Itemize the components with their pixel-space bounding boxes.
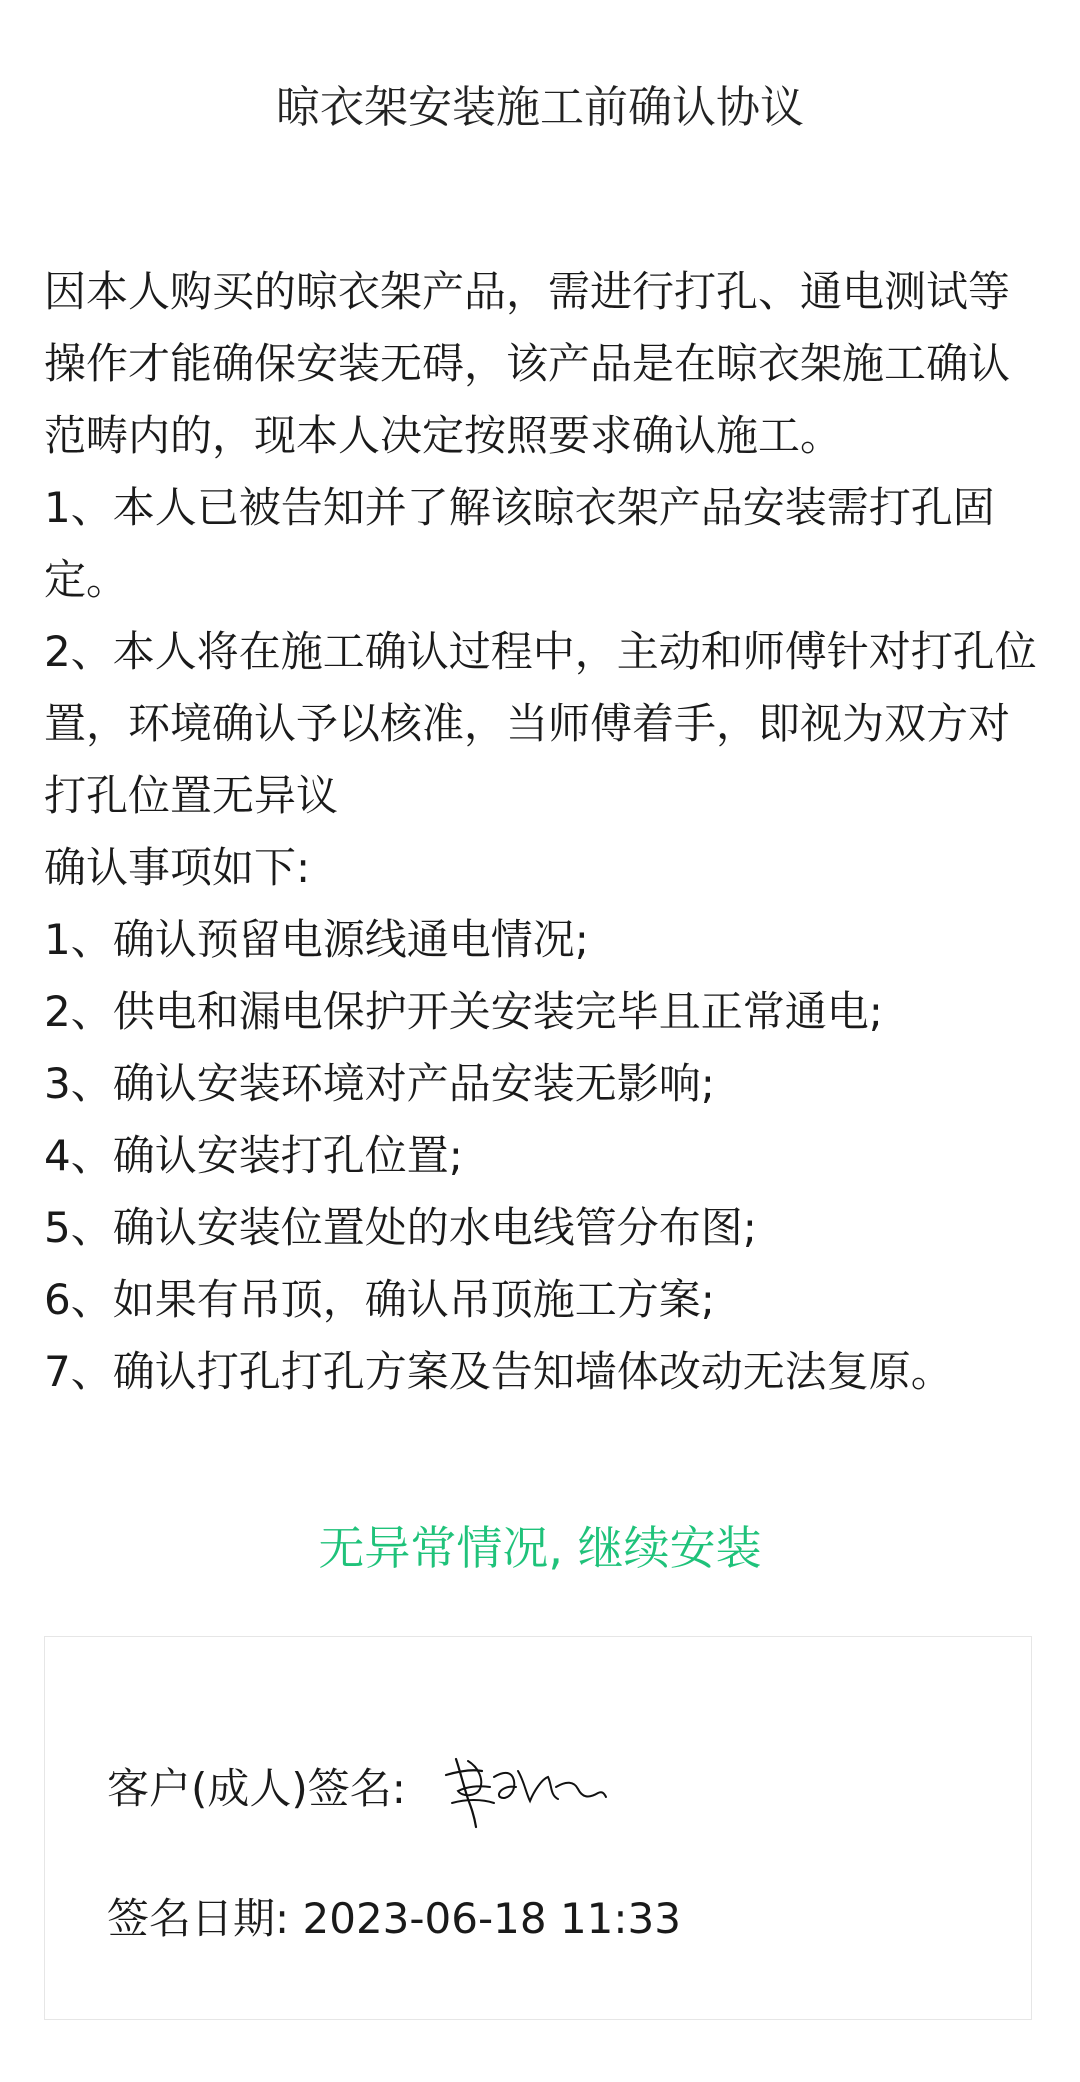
confirm-item-4: 4、确认安装打孔位置; — [44, 1131, 463, 1180]
confirm-item-6: 6、如果有吊顶，确认吊顶施工方案; — [44, 1275, 715, 1324]
signature-date-row — [107, 1883, 681, 1955]
clause-2: 2、本人将在施工确认过程中，主动和师傅针对打孔位置，环境确认予以核准，当师傅着手，即视为双方对打孔位置无异议 — [44, 627, 1037, 820]
confirm-item-2: 2、供电和漏电保护开关安装完毕且正常通电; — [44, 987, 883, 1036]
customer-signature-row — [107, 1741, 608, 1831]
confirm-item-5: 5、确认安装位置处的水电线管分布图; — [44, 1203, 757, 1252]
page-title: 晾衣架安装施工前确认协议 — [276, 82, 804, 133]
clause-1: 1、本人已被告知并了解该晾衣架产品安装需打孔固定。 — [44, 483, 995, 604]
confirm-item-7: 7、确认打孔打孔方案及告知墙体改动无法复原。 — [44, 1347, 953, 1396]
intro-paragraph: 因本人购买的晾衣架产品，需进行打孔、通电测试等操作才能确保安装无碍，该产品是在晾衣架施工确认范畴内的，现本人决定按照要求确认施工。 — [44, 267, 1011, 460]
signature-date-label: 签名日期: — [107, 1894, 290, 1943]
confirm-items-heading: 确认事项如下: — [44, 843, 311, 892]
handwritten-signature — [438, 1741, 608, 1831]
agreement-body — [44, 256, 1044, 1408]
continue-install-button[interactable]: 无异常情况, 继续安装 — [318, 1521, 762, 1575]
confirm-item-3: 3、确认安装环境对产品安装无影响; — [44, 1059, 715, 1108]
confirm-item-1: 1、确认预留电源线通电情况; — [44, 915, 589, 964]
signature-box — [44, 1636, 1032, 2020]
signature-date-value: 2023-06-18 11:33 — [302, 1894, 681, 1943]
customer-signature-label: 客户(成人)签名: — [107, 1764, 406, 1813]
